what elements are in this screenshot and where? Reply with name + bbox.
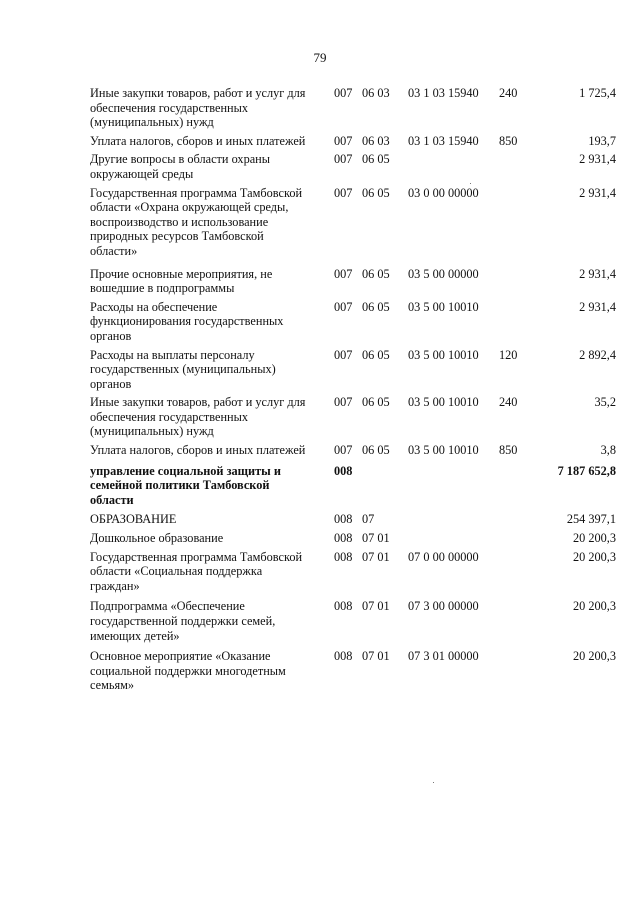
row-ved: 007	[334, 443, 353, 458]
row-rz: 06 03	[362, 86, 390, 100]
row-amount: 20 200,3	[572, 531, 616, 546]
row-name: Иные закупки товаров, работ и услуг для обеспечения государственных (муниципальных) нужд	[90, 86, 306, 130]
table-row	[90, 549, 616, 594]
row-rz: 06 05	[362, 347, 390, 362]
row-amount: 193,7	[588, 133, 616, 148]
row-rz: 07 01	[362, 599, 390, 614]
row-vr: 240	[499, 86, 518, 100]
row-name: Другие вопросы в области охраны окружающей среды	[90, 152, 271, 181]
row-name: Прочие основные мероприятия, не вошедшие в подпрограммы	[90, 266, 273, 296]
row-ved: 008	[334, 649, 353, 664]
row-ved: 007	[334, 395, 353, 410]
table-row	[90, 86, 616, 130]
row-vr: 120	[499, 347, 518, 362]
table-row	[90, 531, 616, 546]
table-row	[90, 599, 616, 643]
row-csr: 03 5 00 10010	[408, 443, 479, 458]
row-csr: 03 1 03 15940	[408, 86, 479, 100]
row-csr: 03 1 03 15940	[408, 133, 479, 148]
row-ved: 007	[334, 299, 353, 314]
row-ved: 007	[334, 152, 353, 167]
row-csr: 07 0 00 00000	[408, 549, 479, 564]
table-row	[90, 347, 616, 392]
table-row	[90, 463, 616, 508]
row-name: ОБРАЗОВАНИЕ	[90, 512, 177, 527]
row-ved: 008	[334, 531, 353, 546]
row-amount: 20 200,3	[572, 599, 616, 614]
row-csr: 03 5 00 10010	[408, 395, 479, 410]
row-vr: 240	[499, 395, 518, 410]
row-rz: 06 05	[362, 395, 390, 410]
row-ved: 007	[334, 347, 353, 362]
row-ved: 007	[334, 133, 353, 148]
table-row	[90, 395, 616, 439]
row-rz: 07 01	[362, 649, 390, 664]
row-ved: 008	[334, 549, 353, 564]
row-rz: 06 05	[362, 299, 390, 314]
table-row	[90, 185, 616, 259]
row-csr: 03 5 00 10010	[408, 347, 479, 362]
row-amount: 2 892,4	[579, 347, 616, 362]
scan-speck	[433, 782, 434, 783]
row-amount: 20 200,3	[572, 549, 616, 564]
row-rz: 07	[362, 512, 375, 527]
row-ved: 008	[334, 599, 353, 614]
row-csr: 07 3 01 00000	[408, 649, 479, 664]
row-amount: 1 725,4	[579, 86, 616, 100]
row-ved: 008	[334, 463, 353, 478]
row-name: Подпрограмма «Обеспечение государственной поддержки семей, имеющих детей»	[90, 599, 276, 643]
row-amount: 7 187 652,8	[557, 463, 616, 478]
row-name: Уплата налогов, сборов и иных платежей	[90, 443, 306, 458]
row-name: Государственная программа Тамбовской области «Охрана окружающей среды, воспроизводство и использование природных ресурсов Тамбовской области»	[90, 185, 303, 258]
row-amount: 254 397,1	[566, 512, 616, 527]
row-rz: 06 05	[362, 443, 390, 458]
page-number: 79	[313, 50, 327, 65]
row-rz: 07 01	[362, 531, 390, 546]
row-ved: 007	[334, 185, 353, 200]
row-amount: 20 200,3	[572, 649, 616, 664]
table-row	[90, 649, 616, 693]
row-csr: 07 3 00 00000	[408, 599, 479, 614]
row-rz: 06 05	[362, 266, 390, 281]
row-amount: 2 931,4	[579, 299, 616, 314]
row-amount: 2 931,4	[579, 152, 616, 167]
table-row	[90, 152, 616, 181]
row-name: Основное мероприятие «Оказание социальной поддержки многодетным семьям»	[90, 649, 286, 693]
row-ved: 007	[334, 266, 353, 281]
row-rz: 06 05	[362, 185, 390, 200]
table-row	[90, 133, 616, 149]
row-rz: 06 03	[362, 133, 390, 148]
row-name: Дошкольное образование	[90, 531, 224, 546]
row-vr: 850	[499, 443, 518, 458]
row-ved: 007	[334, 86, 353, 100]
row-ved: 008	[334, 512, 353, 527]
table-row	[90, 443, 616, 458]
row-amount: 3,8	[600, 443, 616, 458]
row-rz: 06 05	[362, 152, 390, 167]
row-name: Расходы на выплаты персоналу государственных (муниципальных) органов	[90, 347, 276, 391]
table-row	[90, 299, 616, 344]
table-row	[90, 266, 616, 296]
row-csr: 03 5 00 10010	[408, 299, 479, 314]
row-csr: 03 0 00 00000	[408, 185, 479, 200]
scan-speck	[470, 183, 471, 184]
row-name: Иные закупки товаров, работ и услуг для обеспечения государственных (муниципальных) нужд	[90, 395, 306, 439]
row-csr: 03 5 00 00000	[408, 266, 479, 281]
table-row	[90, 512, 616, 527]
row-rz: 07 01	[362, 549, 390, 564]
row-vr: 850	[499, 133, 518, 148]
row-name: Расходы на обеспечение функционирования государственных органов	[90, 299, 284, 343]
row-name: управление социальной защиты и семейной политики Тамбовской области	[90, 463, 281, 507]
row-name: Государственная программа Тамбовской области «Социальная поддержка граждан»	[90, 549, 303, 593]
row-name: Уплата налогов, сборов и иных платежей	[90, 133, 306, 148]
row-amount: 35,2	[594, 395, 616, 410]
budget-table	[90, 86, 616, 693]
row-amount: 2 931,4	[579, 185, 616, 200]
row-amount: 2 931,4	[579, 266, 616, 281]
